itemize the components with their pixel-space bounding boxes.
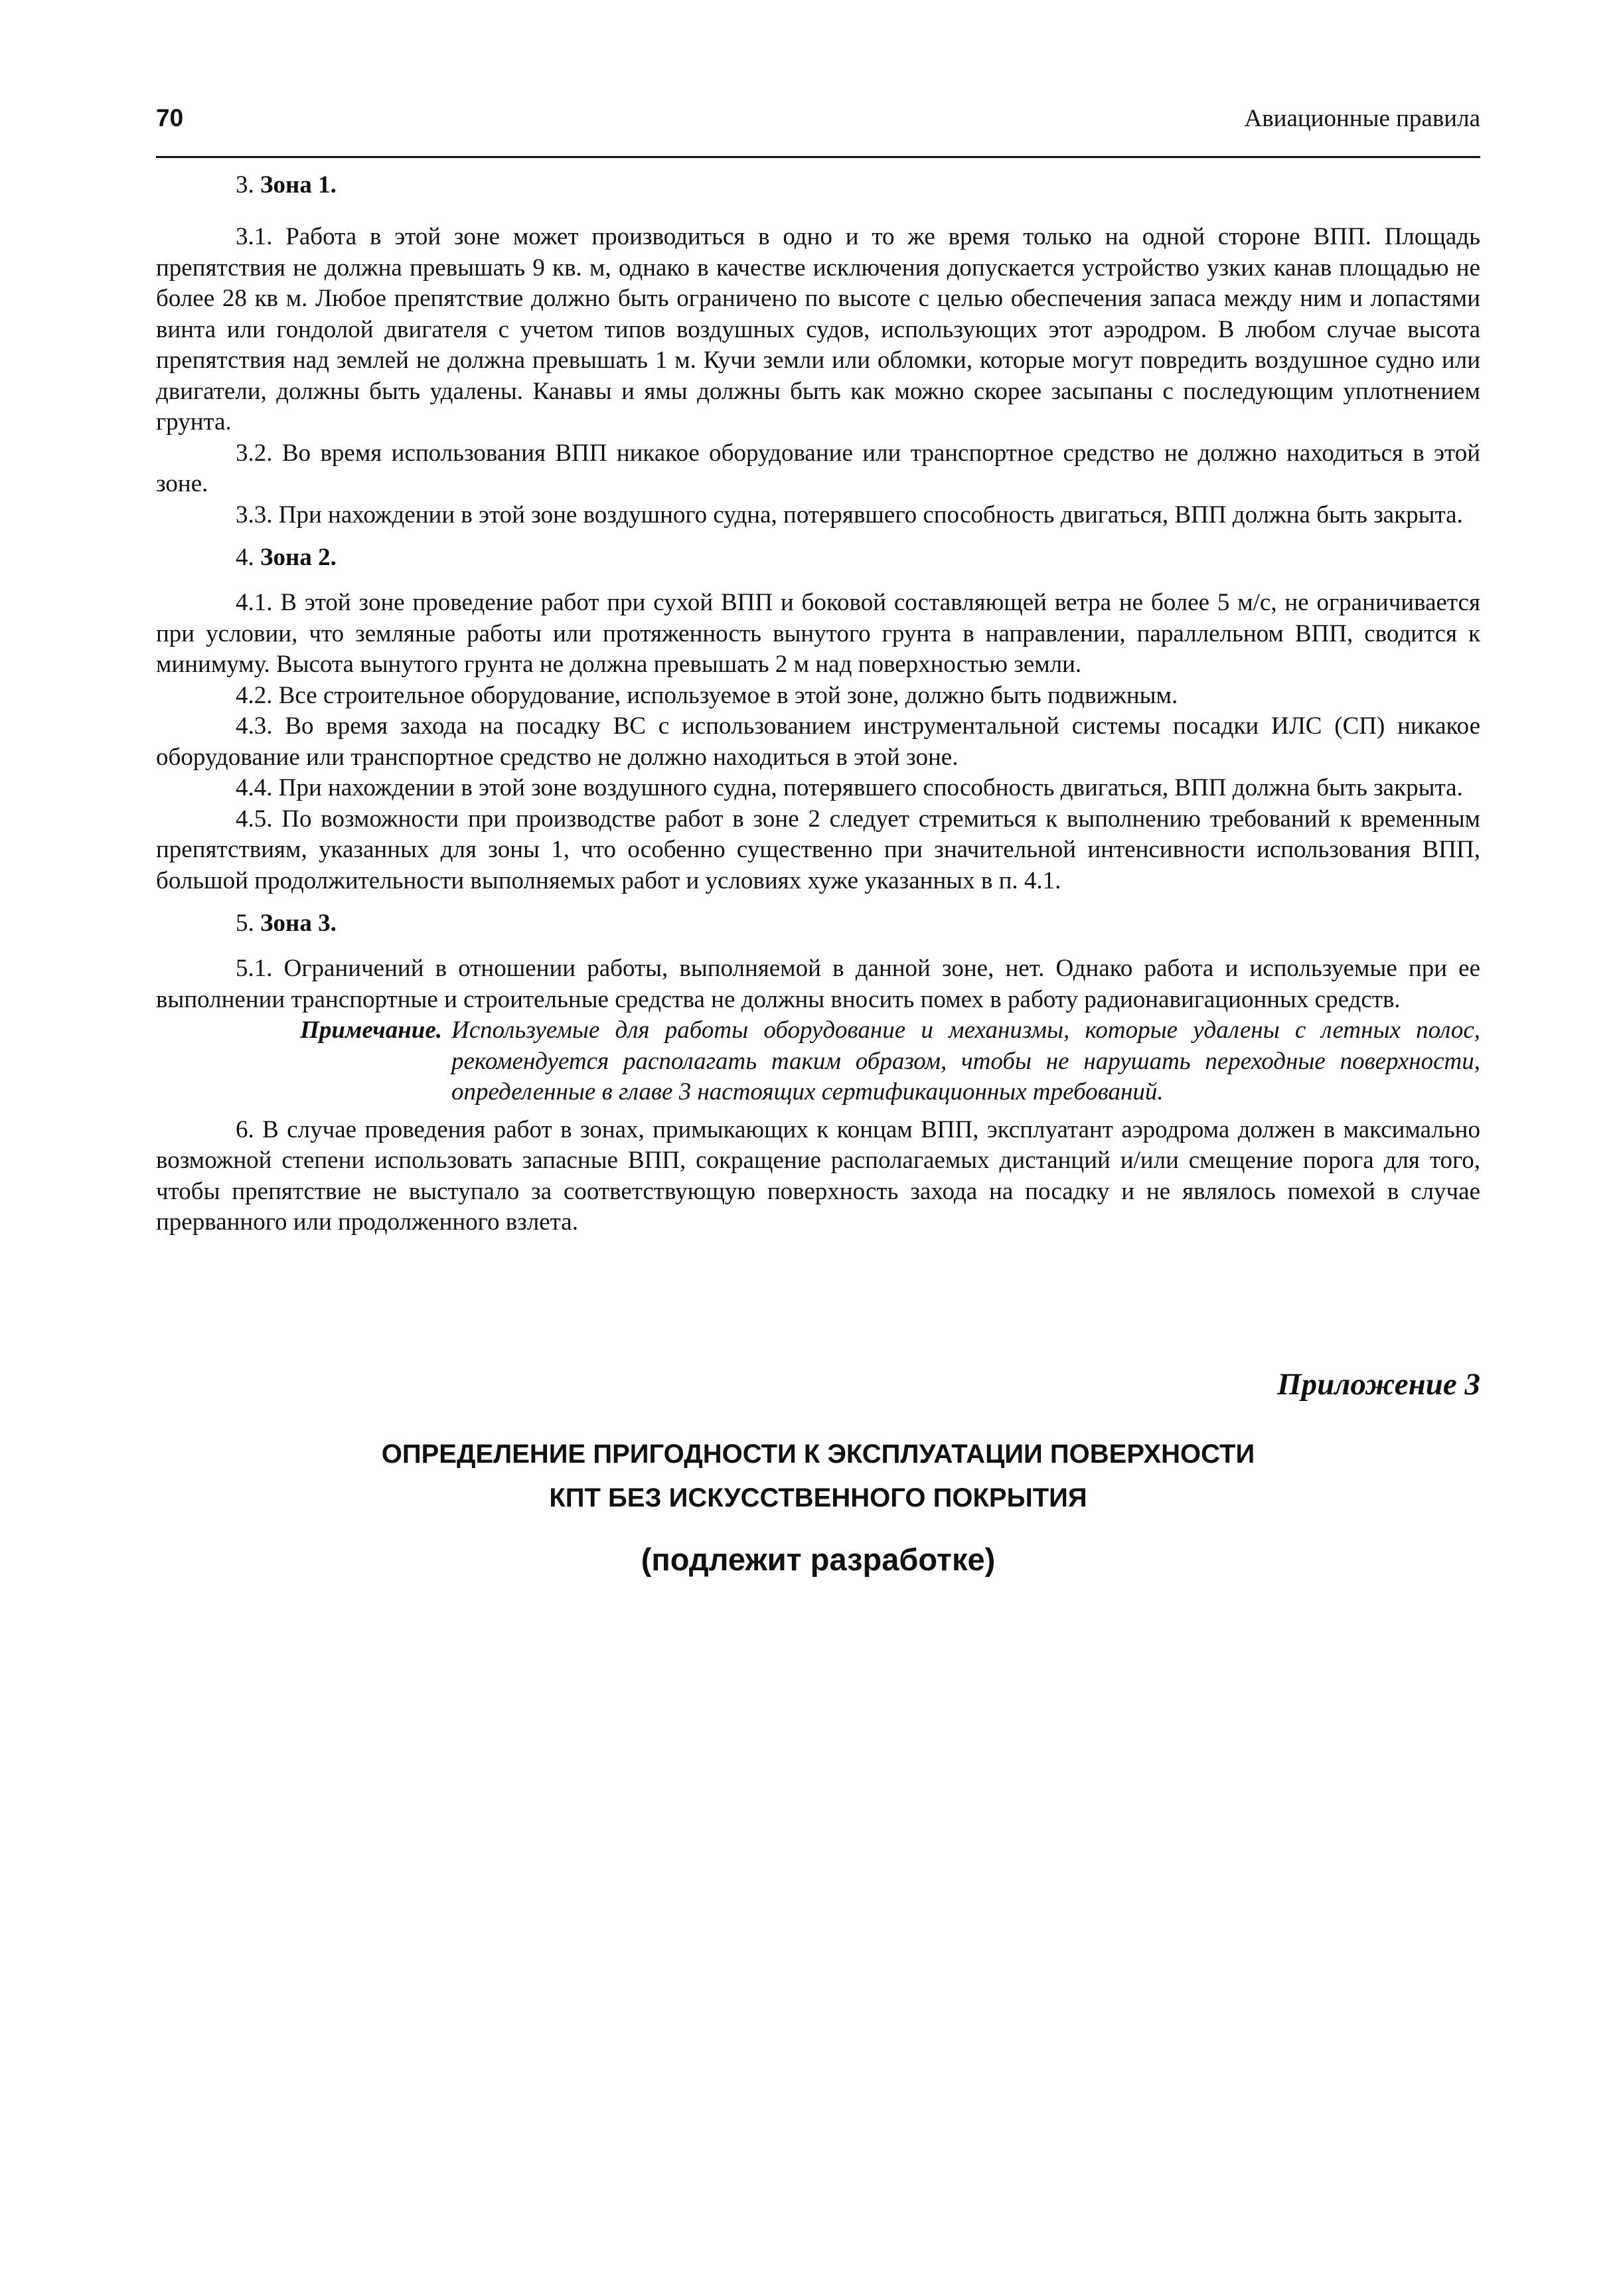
appendix-title-line-1: ОПРЕДЕЛЕНИЕ ПРИГОДНОСТИ К ЭКСПЛУАТАЦИИ ПОВЕРХНОСТИ xyxy=(381,1439,1255,1469)
zone-1-title: Зона 1. xyxy=(260,171,337,199)
running-header xyxy=(156,100,1480,158)
appendix-label: Приложение 3 xyxy=(1277,1366,1480,1402)
zone-3-heading xyxy=(156,907,1480,940)
paragraph-6: 6. В случае проведения работ в зонах, примыкающих к концам ВПП, эксплуатант аэродрома должен в максимально возможной степени использовать запасные ВПП, сокращение располагаемых дистанций и/или смещение порога для того, чтобы препятствие не выступало за соответствующую поверхность захода на посадку и не являлось помехой в случае прерванного или продолженного взлета. xyxy=(156,1115,1480,1236)
paragraph-3-1: 3.1. Работа в этой зоне может производиться в одно и то же время только на одной стороне ВПП. Площадь препятствия не должна превышать 9 кв. м, однако в качестве исключения допускается устройство узких канав площадью не более 28 кв м. Любое препятствие должно быть ограничено по высоте с целью обеспечения запаса между ним и лопастями винта или гондолой двигателя с учетом типов воздушных судов, использующих этот аэродром. В любом случае высота препятствия над землей не должна превышать 1 м. Кучи земли или обломки, которые могут повредить воздушное судно или двигатели, должны быть удалены. Канавы и ямы должны быть как можно скорее засыпаны с последующим уплотнением грунта. xyxy=(156,223,1480,436)
appendix-section xyxy=(156,1364,1480,1580)
paragraph-3-3: 3.3. При нахождении в этой зоне воздушного судна, потерявшего способность двигаться, ВПП должна быть закрыта. xyxy=(236,501,1463,529)
zone-1-section xyxy=(156,169,1480,531)
zone-2-number: 4. xyxy=(236,544,254,571)
page-number: 70 xyxy=(156,104,184,131)
zone-2-heading xyxy=(156,541,1480,574)
note-text: Используемые для работы оборудование и механизмы, которые удалены с летных полос, рекомендуется располагать таким образом, чтобы не нарушать переходные поверхности, определенные в главе 3 настоящих сертификационных требований. xyxy=(451,1017,1480,1106)
zone-3-section xyxy=(156,907,1480,1238)
paragraph-4-1: 4.1. В этой зоне проведение работ при сухой ВПП и боковой составляющей ветра не более 5 м/с, не ограничивается при условии, что земляные работы или протяженность вынутого грунта в направлении, параллельном ВПП, сводится к минимуму. Высота вынутого грунта не должна превышать 2 м над поверхностью земли. xyxy=(156,589,1480,678)
zone-2-title: Зона 2. xyxy=(260,544,337,571)
zone-2-section xyxy=(156,541,1480,896)
paragraph-4-2: 4.2. Все строительное оборудование, используемое в этой зоне, должно быть подвижным. xyxy=(236,681,1178,709)
paragraph-4-4: 4.4. При нахождении в этой зоне воздушного судна, потерявшего способность двигаться, ВПП должна быть закрыта. xyxy=(236,774,1463,801)
note-label: Примечание. xyxy=(300,1017,442,1044)
zone-1-heading xyxy=(156,169,1480,202)
paragraph-3-2: 3.2. Во время использования ВПП никакое оборудование или транспортное средство не должно находиться в этой зоне. xyxy=(156,439,1480,497)
appendix-title-line-2: КПТ БЕЗ ИСКУССТВЕННОГО ПОКРЫТИЯ xyxy=(549,1483,1087,1513)
page-content xyxy=(156,100,1480,1580)
paragraph-4-5: 4.5. По возможности при производстве работ в зоне 2 следует стремиться к выполнению требований к временным препятствиям, указанных для зоны 1, что особенно существенно при значительной интенсивности использования ВПП, большой продолжительности выполняемых работ и условиях хуже указанных в п. 4.1. xyxy=(156,805,1480,894)
paragraph-5-1: 5.1. Ограничений в отношении работы, выполняемой в данной зоне, нет. Однако работа и используемые при ее выполнении транспортные и строительные средства не должны вносить помех в работу радионавигационных средств. xyxy=(156,955,1480,1013)
paragraph-4-3: 4.3. Во время захода на посадку ВС с использованием инструментальной системы посадки ИЛС (СП) никакое оборудование или транспортное средство не должно находиться в этой зоне. xyxy=(156,712,1480,771)
running-title: Авиационные правила xyxy=(1244,105,1480,132)
appendix-title-block xyxy=(156,1432,1480,1520)
zone-3-title: Зона 3. xyxy=(260,910,337,937)
zone-3-number: 5. xyxy=(236,910,254,937)
note-block xyxy=(156,1015,1480,1108)
appendix-status: (подлежит разработке) xyxy=(641,1541,996,1577)
zone-1-number: 3. xyxy=(236,171,254,199)
